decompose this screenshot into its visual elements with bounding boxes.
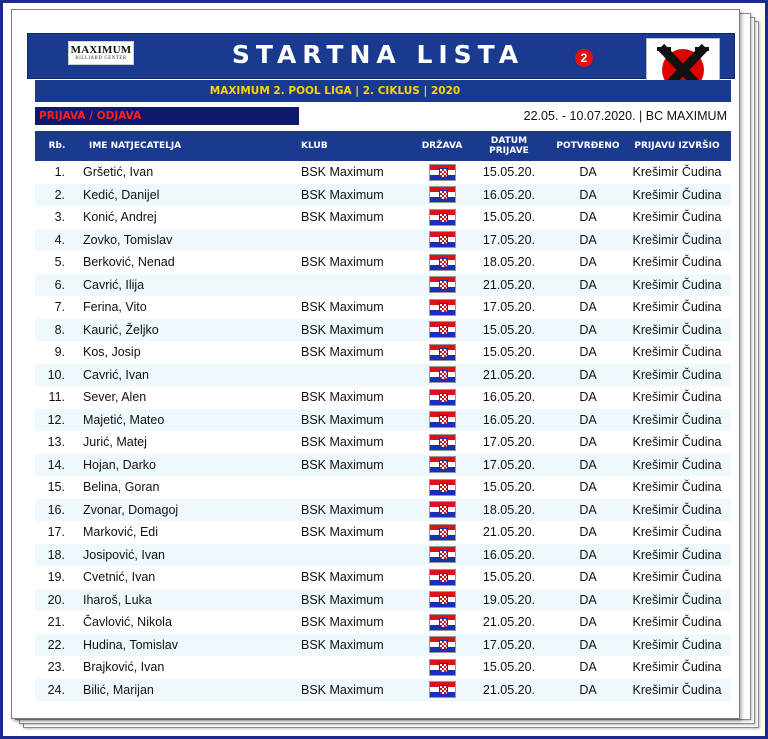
country-cell bbox=[419, 296, 465, 319]
rank-cell: 16. bbox=[35, 499, 79, 522]
registered-by-cell: Krešimir Čudina bbox=[623, 656, 731, 679]
table-row bbox=[35, 341, 731, 364]
confirmed-cell: DA bbox=[553, 296, 623, 319]
table-row bbox=[35, 206, 731, 229]
registration-date-cell: 16.05.20. bbox=[465, 386, 553, 409]
country-cell bbox=[419, 386, 465, 409]
table-row bbox=[35, 184, 731, 207]
table-row bbox=[35, 476, 731, 499]
col-header-confirmed: POTVRĐENO bbox=[553, 131, 623, 161]
croatia-flag-icon bbox=[429, 389, 456, 406]
table-row bbox=[35, 611, 731, 634]
rank-cell: 11. bbox=[35, 386, 79, 409]
registered-by-cell: Krešimir Čudina bbox=[623, 634, 731, 657]
confirmed-cell: DA bbox=[553, 589, 623, 612]
croatia-flag-icon bbox=[429, 209, 456, 226]
country-cell bbox=[419, 634, 465, 657]
country-cell bbox=[419, 476, 465, 499]
registered-by-cell: Krešimir Čudina bbox=[623, 544, 731, 567]
logo-sub-text: BILLIARD CENTER bbox=[75, 56, 127, 61]
registered-by-cell: Krešimir Čudina bbox=[623, 184, 731, 207]
player-name-cell: Cavrić, Ivan bbox=[79, 364, 301, 387]
player-name-cell: Cvetnić, Ivan bbox=[79, 566, 301, 589]
country-cell bbox=[419, 229, 465, 252]
country-cell bbox=[419, 454, 465, 477]
player-name-cell: Zovko, Tomislav bbox=[79, 229, 301, 252]
col-header-rb: Rb. bbox=[35, 131, 79, 161]
registration-date-cell: 17.05.20. bbox=[465, 296, 553, 319]
registration-date-cell: 19.05.20. bbox=[465, 589, 553, 612]
maximum-logo bbox=[68, 41, 134, 65]
club-cell: BSK Maximum bbox=[301, 251, 419, 274]
rank-cell: 24. bbox=[35, 679, 79, 702]
registration-date-cell: 16.05.20. bbox=[465, 544, 553, 567]
registration-date-cell: 15.05.20. bbox=[465, 656, 553, 679]
table-row bbox=[35, 679, 731, 702]
rank-cell: 21. bbox=[35, 611, 79, 634]
registered-by-cell: Krešimir Čudina bbox=[623, 274, 731, 297]
registration-date-cell: 15.05.20. bbox=[465, 161, 553, 184]
rank-cell: 7. bbox=[35, 296, 79, 319]
table-row bbox=[35, 431, 731, 454]
rank-cell: 14. bbox=[35, 454, 79, 477]
table-row bbox=[35, 274, 731, 297]
club-cell: BSK Maximum bbox=[301, 566, 419, 589]
registered-by-cell: Krešimir Čudina bbox=[623, 409, 731, 432]
player-name-cell: Iharoš, Luka bbox=[79, 589, 301, 612]
croatia-flag-icon bbox=[429, 434, 456, 451]
registered-by-cell: Krešimir Čudina bbox=[623, 364, 731, 387]
col-header-name: IME NATJECATELJA bbox=[79, 131, 301, 161]
club-cell: BSK Maximum bbox=[301, 296, 419, 319]
country-cell bbox=[419, 431, 465, 454]
confirmed-cell: DA bbox=[553, 431, 623, 454]
rank-cell: 22. bbox=[35, 634, 79, 657]
rank-cell: 15. bbox=[35, 476, 79, 499]
club-cell: BSK Maximum bbox=[301, 611, 419, 634]
croatia-flag-icon bbox=[429, 276, 456, 293]
table-row bbox=[35, 656, 731, 679]
section-label: PRIJAVA / ODJAVA bbox=[35, 107, 299, 125]
title-banner bbox=[27, 33, 735, 79]
confirmed-cell: DA bbox=[553, 409, 623, 432]
logo-main-text: MAXIMUM bbox=[70, 44, 132, 56]
registered-by-cell: Krešimir Čudina bbox=[623, 386, 731, 409]
registered-by-cell: Krešimir Čudina bbox=[623, 476, 731, 499]
player-name-cell: Cavrić, Ilija bbox=[79, 274, 301, 297]
registration-date-cell: 18.05.20. bbox=[465, 499, 553, 522]
country-cell bbox=[419, 161, 465, 184]
confirmed-cell: DA bbox=[553, 274, 623, 297]
confirmed-cell: DA bbox=[553, 341, 623, 364]
confirmed-cell: DA bbox=[553, 544, 623, 567]
country-cell bbox=[419, 364, 465, 387]
confirmed-cell: DA bbox=[553, 611, 623, 634]
club-cell bbox=[301, 274, 419, 297]
table-row bbox=[35, 229, 731, 252]
club-cell: BSK Maximum bbox=[301, 161, 419, 184]
club-cell: BSK Maximum bbox=[301, 319, 419, 342]
croatia-flag-icon bbox=[429, 614, 456, 631]
country-cell bbox=[419, 206, 465, 229]
country-cell bbox=[419, 319, 465, 342]
registration-date-cell: 21.05.20. bbox=[465, 521, 553, 544]
player-name-cell: Jurić, Matej bbox=[79, 431, 301, 454]
registered-by-cell: Krešimir Čudina bbox=[623, 251, 731, 274]
club-cell: BSK Maximum bbox=[301, 386, 419, 409]
confirmed-cell: DA bbox=[553, 386, 623, 409]
cycle-badge: 2 bbox=[575, 49, 593, 67]
col-header-date-line2: PRIJAVE bbox=[489, 146, 529, 156]
rank-cell: 6. bbox=[35, 274, 79, 297]
table-row bbox=[35, 566, 731, 589]
player-name-cell: Marković, Edi bbox=[79, 521, 301, 544]
confirmed-cell: DA bbox=[553, 161, 623, 184]
table-row bbox=[35, 319, 731, 342]
rank-cell: 1. bbox=[35, 161, 79, 184]
confirmed-cell: DA bbox=[553, 521, 623, 544]
club-cell: BSK Maximum bbox=[301, 499, 419, 522]
player-name-cell: Majetić, Mateo bbox=[79, 409, 301, 432]
registered-by-cell: Krešimir Čudina bbox=[623, 566, 731, 589]
table-row bbox=[35, 544, 731, 567]
start-list-table bbox=[35, 131, 731, 701]
croatia-flag-icon bbox=[429, 636, 456, 653]
registration-date-cell: 21.05.20. bbox=[465, 364, 553, 387]
registered-by-cell: Krešimir Čudina bbox=[623, 296, 731, 319]
country-cell bbox=[419, 341, 465, 364]
rank-cell: 12. bbox=[35, 409, 79, 432]
player-name-cell: Zvonar, Domagoj bbox=[79, 499, 301, 522]
table-row bbox=[35, 634, 731, 657]
club-cell bbox=[301, 544, 419, 567]
croatia-flag-icon bbox=[429, 321, 456, 338]
registered-by-cell: Krešimir Čudina bbox=[623, 589, 731, 612]
rank-cell: 3. bbox=[35, 206, 79, 229]
country-cell bbox=[419, 679, 465, 702]
club-cell bbox=[301, 656, 419, 679]
country-cell bbox=[419, 544, 465, 567]
registered-by-cell: Krešimir Čudina bbox=[623, 341, 731, 364]
player-name-cell: Belina, Goran bbox=[79, 476, 301, 499]
rank-cell: 2. bbox=[35, 184, 79, 207]
registered-by-cell: Krešimir Čudina bbox=[623, 431, 731, 454]
player-name-cell: Kos, Josip bbox=[79, 341, 301, 364]
player-name-cell: Brajković, Ivan bbox=[79, 656, 301, 679]
rank-cell: 17. bbox=[35, 521, 79, 544]
croatia-flag-icon bbox=[429, 186, 456, 203]
player-name-cell: Bilić, Marijan bbox=[79, 679, 301, 702]
table-row bbox=[35, 521, 731, 544]
confirmed-cell: DA bbox=[553, 206, 623, 229]
croatia-flag-icon bbox=[429, 501, 456, 518]
croatia-flag-icon bbox=[429, 681, 456, 698]
country-cell bbox=[419, 409, 465, 432]
croatia-flag-icon bbox=[429, 164, 456, 181]
rank-cell: 9. bbox=[35, 341, 79, 364]
registered-by-cell: Krešimir Čudina bbox=[623, 206, 731, 229]
col-header-date bbox=[465, 131, 553, 161]
club-cell bbox=[301, 476, 419, 499]
croatia-flag-icon bbox=[429, 569, 456, 586]
registration-date-cell: 18.05.20. bbox=[465, 251, 553, 274]
registered-by-cell: Krešimir Čudina bbox=[623, 499, 731, 522]
croatia-flag-icon bbox=[429, 546, 456, 563]
country-cell bbox=[419, 184, 465, 207]
rank-cell: 18. bbox=[35, 544, 79, 567]
rank-cell: 13. bbox=[35, 431, 79, 454]
confirmed-cell: DA bbox=[553, 679, 623, 702]
player-name-cell: Konić, Andrej bbox=[79, 206, 301, 229]
league-subtitle: MAXIMUM 2. POOL LIGA | 2. CIKLUS | 2020 bbox=[209, 85, 461, 97]
date-range-venue: 22.05. - 10.07.2020. | BC MAXIMUM bbox=[523, 109, 727, 123]
rank-cell: 23. bbox=[35, 656, 79, 679]
col-header-date-line1: DATUM bbox=[490, 136, 528, 146]
croatia-flag-icon bbox=[429, 411, 456, 428]
table-row bbox=[35, 409, 731, 432]
page-title: STARTNA LISTA bbox=[231, 40, 525, 69]
registered-by-cell: Krešimir Čudina bbox=[623, 161, 731, 184]
club-cell: BSK Maximum bbox=[301, 431, 419, 454]
confirmed-cell: DA bbox=[553, 499, 623, 522]
registration-date-cell: 21.05.20. bbox=[465, 274, 553, 297]
player-name-cell: Josipović, Ivan bbox=[79, 544, 301, 567]
rank-cell: 19. bbox=[35, 566, 79, 589]
table-header-row bbox=[35, 131, 731, 161]
club-cell: BSK Maximum bbox=[301, 409, 419, 432]
club-cell bbox=[301, 364, 419, 387]
player-name-cell: Ferina, Vito bbox=[79, 296, 301, 319]
country-cell bbox=[419, 656, 465, 679]
country-cell bbox=[419, 274, 465, 297]
registration-date-cell: 17.05.20. bbox=[465, 431, 553, 454]
croatia-flag-icon bbox=[429, 366, 456, 383]
registered-by-cell: Krešimir Čudina bbox=[623, 679, 731, 702]
subtitle-banner bbox=[35, 80, 731, 102]
rank-cell: 20. bbox=[35, 589, 79, 612]
confirmed-cell: DA bbox=[553, 476, 623, 499]
registration-date-cell: 21.05.20. bbox=[465, 679, 553, 702]
confirmed-cell: DA bbox=[553, 229, 623, 252]
registration-date-cell: 15.05.20. bbox=[465, 206, 553, 229]
registration-date-cell: 15.05.20. bbox=[465, 476, 553, 499]
croatia-flag-icon bbox=[429, 254, 456, 271]
registered-by-cell: Krešimir Čudina bbox=[623, 611, 731, 634]
club-cell: BSK Maximum bbox=[301, 634, 419, 657]
confirmed-cell: DA bbox=[553, 251, 623, 274]
col-header-club: KLUB bbox=[301, 131, 419, 161]
country-cell bbox=[419, 611, 465, 634]
croatia-flag-icon bbox=[429, 231, 456, 248]
player-name-cell: Čavlović, Nikola bbox=[79, 611, 301, 634]
table-row bbox=[35, 386, 731, 409]
country-cell bbox=[419, 521, 465, 544]
croatia-flag-icon bbox=[429, 479, 456, 496]
club-cell bbox=[301, 229, 419, 252]
club-cell: BSK Maximum bbox=[301, 184, 419, 207]
player-name-cell: Gršetić, Ivan bbox=[79, 161, 301, 184]
croatia-flag-icon bbox=[429, 591, 456, 608]
confirmed-cell: DA bbox=[553, 566, 623, 589]
registration-date-cell: 17.05.20. bbox=[465, 454, 553, 477]
club-cell: BSK Maximum bbox=[301, 521, 419, 544]
registered-by-cell: Krešimir Čudina bbox=[623, 229, 731, 252]
table-row bbox=[35, 454, 731, 477]
table-row bbox=[35, 161, 731, 184]
confirmed-cell: DA bbox=[553, 634, 623, 657]
croatia-flag-icon bbox=[429, 344, 456, 361]
player-name-cell: Hudina, Tomislav bbox=[79, 634, 301, 657]
table-row bbox=[35, 499, 731, 522]
registration-date-cell: 16.05.20. bbox=[465, 184, 553, 207]
rank-cell: 5. bbox=[35, 251, 79, 274]
croatia-flag-icon bbox=[429, 456, 456, 473]
table-row bbox=[35, 589, 731, 612]
registration-date-cell: 21.05.20. bbox=[465, 611, 553, 634]
table-row bbox=[35, 296, 731, 319]
registered-by-cell: Krešimir Čudina bbox=[623, 319, 731, 342]
registered-by-cell: Krešimir Čudina bbox=[623, 521, 731, 544]
player-name-cell: Sever, Alen bbox=[79, 386, 301, 409]
rank-cell: 8. bbox=[35, 319, 79, 342]
club-cell: BSK Maximum bbox=[301, 589, 419, 612]
registration-date-cell: 15.05.20. bbox=[465, 566, 553, 589]
col-header-registered-by: PRIJAVU IZVRŠIO bbox=[623, 131, 731, 161]
table-row bbox=[35, 364, 731, 387]
croatia-flag-icon bbox=[429, 524, 456, 541]
country-cell bbox=[419, 566, 465, 589]
player-name-cell: Hojan, Darko bbox=[79, 454, 301, 477]
croatia-flag-icon bbox=[429, 299, 456, 316]
rank-cell: 4. bbox=[35, 229, 79, 252]
club-cell: BSK Maximum bbox=[301, 679, 419, 702]
country-cell bbox=[419, 589, 465, 612]
registration-date-cell: 15.05.20. bbox=[465, 319, 553, 342]
player-name-cell: Berković, Nenad bbox=[79, 251, 301, 274]
rank-cell: 10. bbox=[35, 364, 79, 387]
registration-date-cell: 16.05.20. bbox=[465, 409, 553, 432]
confirmed-cell: DA bbox=[553, 454, 623, 477]
registered-by-cell: Krešimir Čudina bbox=[623, 454, 731, 477]
club-cell: BSK Maximum bbox=[301, 341, 419, 364]
confirmed-cell: DA bbox=[553, 319, 623, 342]
col-header-country: DRŽAVA bbox=[419, 131, 465, 161]
country-cell bbox=[419, 251, 465, 274]
club-cell: BSK Maximum bbox=[301, 454, 419, 477]
registration-date-cell: 17.05.20. bbox=[465, 229, 553, 252]
registration-date-cell: 17.05.20. bbox=[465, 634, 553, 657]
club-cell: BSK Maximum bbox=[301, 206, 419, 229]
croatia-flag-icon bbox=[429, 659, 456, 676]
player-name-cell: Kaurić, Željko bbox=[79, 319, 301, 342]
player-name-cell: Kedić, Danijel bbox=[79, 184, 301, 207]
confirmed-cell: DA bbox=[553, 656, 623, 679]
confirmed-cell: DA bbox=[553, 184, 623, 207]
confirmed-cell: DA bbox=[553, 364, 623, 387]
country-cell bbox=[419, 499, 465, 522]
table-row bbox=[35, 251, 731, 274]
registration-date-cell: 15.05.20. bbox=[465, 341, 553, 364]
